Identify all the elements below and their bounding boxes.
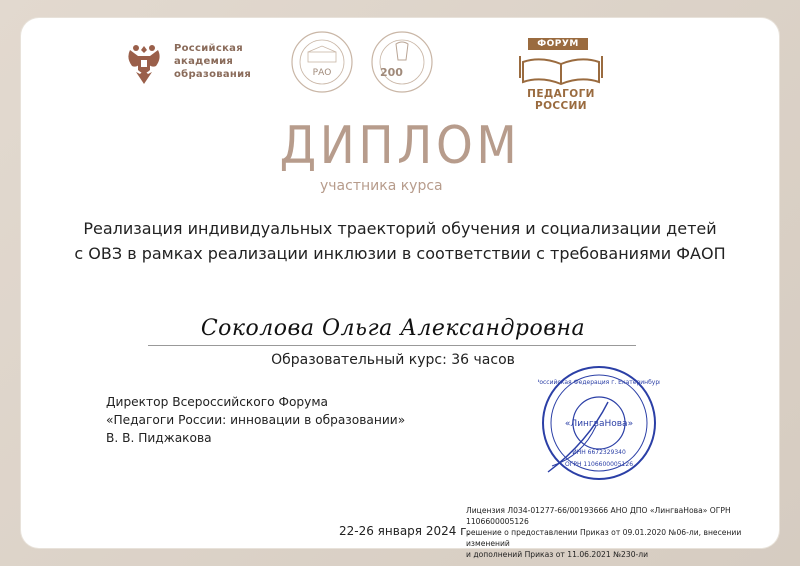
signatory-position: Директор Всероссийского Форума (106, 395, 329, 409)
rao-name-line3: образования (174, 69, 252, 80)
rao-name-line2: академия (174, 56, 234, 67)
forum-word: ФОРУМ (528, 38, 588, 50)
stamp-center-text: «ЛингваНова» (564, 419, 634, 429)
rao-seal (290, 30, 354, 94)
course-title-line2: с ОВЗ в рамках реализации инклюзии в соответствии с требованиями ФАОП (74, 244, 726, 263)
official-stamp (538, 362, 660, 484)
license-line1: Лицензия Л034-01277-66/00193666 АНО ДПО «ЛингваНова» ОГРН 1106600005126 (466, 506, 731, 526)
license-info (466, 505, 776, 560)
license-line3: и дополнений Приказ от 11.06.2021 №230-ли (466, 550, 649, 559)
course-hours: Образовательный курс: 36 часов (271, 352, 515, 368)
course-date: 22-26 января 2024 г. (339, 524, 471, 538)
rao-name-line1: Российская (174, 43, 243, 54)
anniversary-seal-icon (370, 30, 434, 94)
stamp-ogrn: ОГРН 1106600005126 (564, 461, 634, 468)
rao-logo (122, 40, 262, 100)
anniversary-seal (370, 30, 434, 94)
rao-name (174, 42, 251, 81)
course-title-line1: Реализация индивидуальных траекторий обучения и социализации детей (83, 219, 717, 238)
stamp-seal-icon (538, 362, 660, 484)
signatory-block (106, 393, 405, 447)
forum-name: ПЕДАГОГИ РОССИИ (527, 88, 595, 112)
anniversary-number: 200 (380, 66, 403, 79)
diploma-subtitle: участника курса (320, 178, 443, 194)
name-underline (148, 345, 636, 346)
signatory-name: В. В. Пиджакова (106, 431, 212, 445)
signatory-organization: «Педагоги России: инновации в образовании» (106, 413, 406, 427)
double-headed-eagle-icon (122, 40, 166, 90)
open-book-icon (500, 52, 622, 86)
diploma-title: ДИПЛОМ (279, 116, 521, 176)
rao-seal-icon (290, 30, 354, 94)
logo-row (0, 30, 800, 110)
rao-seal-label: РАО (312, 68, 332, 78)
stamp-outer-text: Российская Федерация г. Екатеринбург (538, 379, 660, 386)
stamp-inn: ИНН 6672329340 (572, 449, 626, 456)
license-line2: решение о предоставлении Приказ от 09.01.2020 №06-ли, внесении изменений (466, 528, 742, 548)
forum-logo (500, 38, 630, 112)
course-title (40, 216, 760, 266)
recipient-name: Соколова Ольга Александровна (200, 316, 586, 341)
